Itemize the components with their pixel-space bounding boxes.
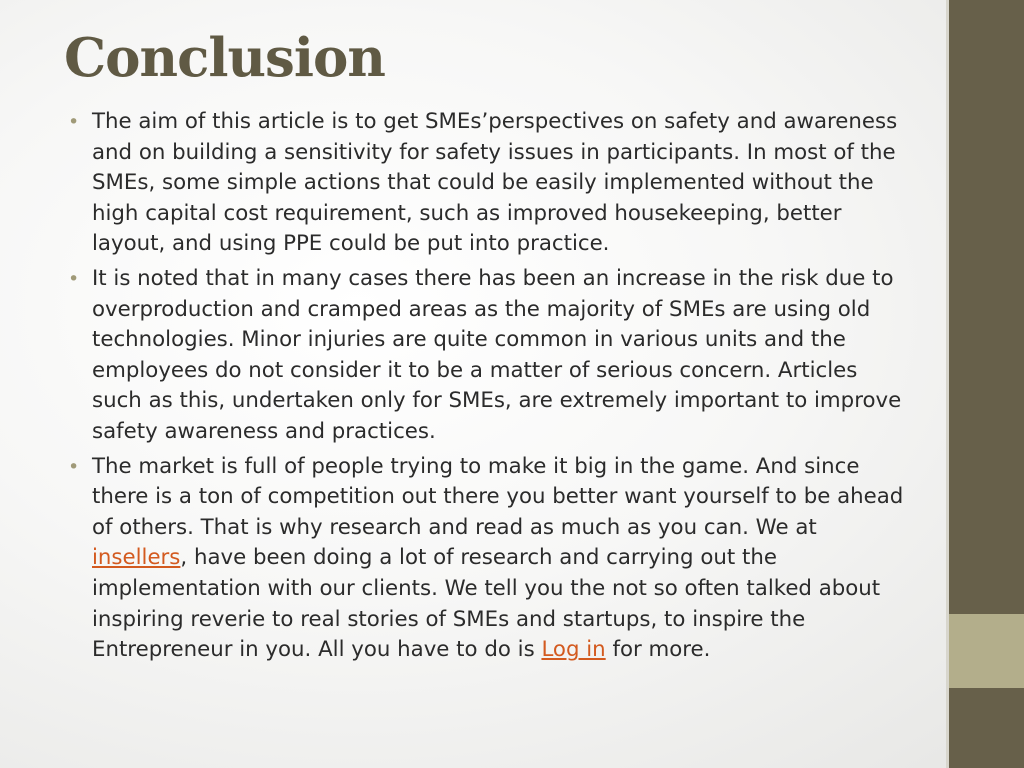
- bullet-text: The aim of this article is to get SMEs’perspectives on safety and awareness and on building a sensitivity for safety issues in participants. In most of the SMEs, some simple actions that could be easily implemented without the high capital cost requirement, such as improved housekeeping, better layout, and using PPE could be put into practice.: [92, 109, 898, 257]
- bullet-dot-icon: •: [68, 455, 80, 478]
- bullet-item: [58, 452, 908, 666]
- right-band-accent-stripe: [949, 614, 1024, 688]
- bullet-item: [58, 264, 908, 448]
- bullet-text-part: The market is full of people trying to make it big in the game. And since there is a ton of competition out there you better want yourself to be ahead of others. That is why research and read as much as you can. We at: [92, 453, 904, 540]
- bullet-text-part: for more.: [605, 637, 711, 663]
- bullet-item: [58, 107, 908, 260]
- right-decorative-band: [949, 0, 1024, 768]
- insellers-link[interactable]: insellers: [92, 545, 181, 571]
- slide-title: Conclusion: [64, 27, 385, 89]
- bullet-dot-icon: •: [68, 267, 80, 290]
- bullet-dot-icon: •: [68, 111, 80, 133]
- bullet-text: It is noted that in many cases there has been an increase in the risk due to overproduction and cramped areas as the majority of SMEs are using old technologies. Minor injuries are quite common in various units and the employees do not consider it to be a matter of serious concern. Articles such as this, undertaken only for SMEs, are extremely important to improve safety awareness and practices.: [92, 265, 902, 444]
- bullet-list: [58, 107, 908, 670]
- login-link[interactable]: Log in: [541, 637, 606, 663]
- bullet-text-part: , have been doing a lot of research and carrying out the implementation with our clients. We tell you the not so often talked about inspiring reverie to real stories of SMEs and startups, to inspire the Entrepreneur in you. All you have to do is: [92, 545, 881, 663]
